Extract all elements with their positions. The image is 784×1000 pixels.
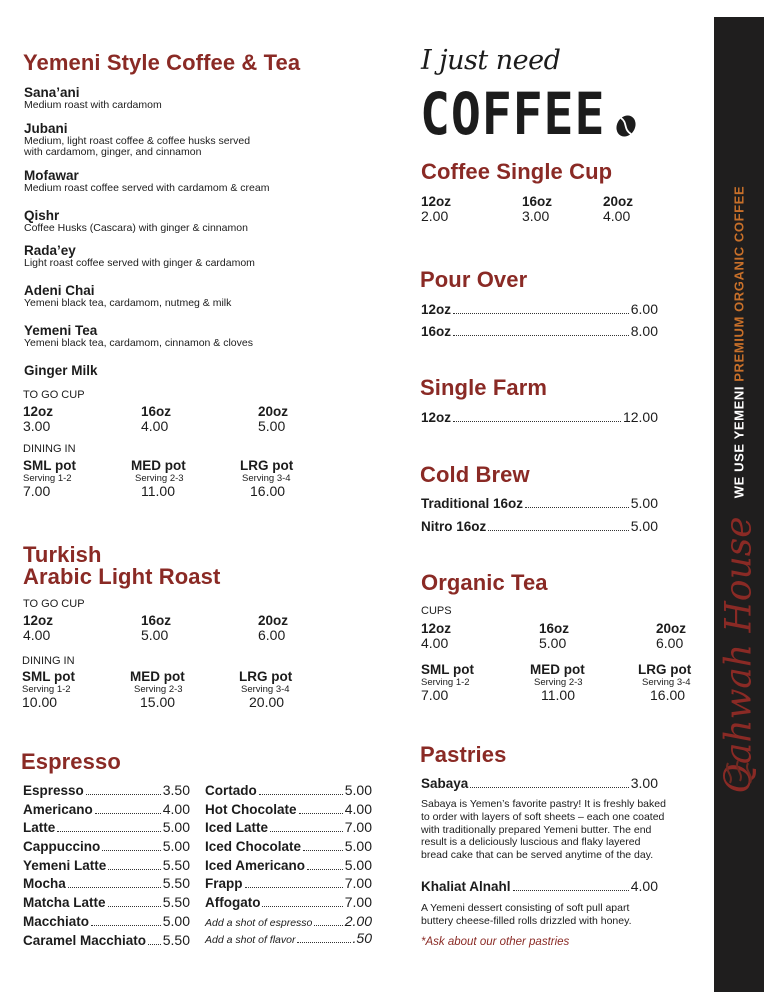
- item-name: 16oz: [421, 323, 452, 339]
- pot-option: [421, 662, 474, 703]
- cups-label: CUPS: [421, 605, 452, 617]
- menu-row: [23, 894, 190, 913]
- espresso-list-col-2: [205, 782, 372, 947]
- brand-side-band: [714, 17, 764, 992]
- item-price: 4.00: [630, 878, 658, 894]
- size-price: 3.00: [23, 418, 51, 434]
- size-label: 12oz: [421, 194, 452, 209]
- arabic-light-roast-heading: Arabic Light Roast: [23, 564, 221, 589]
- size-label: 16oz: [522, 194, 553, 209]
- slogan-prefix: WE USE YEMENI: [731, 381, 747, 499]
- espresso-heading: Espresso: [21, 749, 121, 774]
- pot-option: [530, 662, 585, 703]
- menu-item-ginger-milk: Ginger Milk: [24, 363, 98, 378]
- menu-row: [23, 838, 190, 857]
- pot-size: LRG pot: [240, 458, 294, 473]
- menu-row: [23, 819, 190, 838]
- organic-tea-heading: Organic Tea: [421, 570, 548, 595]
- item-name: Affogato: [205, 895, 261, 911]
- item-description: Light roast coffee served with ginger & cardamom: [24, 257, 255, 269]
- size-label: 12oz: [421, 621, 452, 636]
- pot-price: 15.00: [140, 694, 176, 710]
- item-name: Americano: [23, 801, 93, 817]
- size-option: [258, 404, 288, 434]
- sabaya-description: [421, 798, 666, 862]
- size-price: 4.00: [141, 418, 169, 434]
- item-name: Rada’ey: [24, 243, 76, 258]
- to-go-cup-label: TO GO CUP: [23, 389, 85, 401]
- menu-row: [205, 857, 372, 876]
- item-name: Nitro 16oz: [421, 519, 487, 534]
- size-option: [603, 194, 633, 224]
- coffee-bean-icon: [614, 114, 638, 138]
- pastries-heading: Pastries: [420, 742, 507, 767]
- description-line: result is a deliciously luscious and flaky layered: [421, 836, 641, 849]
- item-price: 5.00: [162, 819, 190, 836]
- item-price: 5.00: [162, 838, 190, 855]
- item-description: Medium roast with cardamom: [24, 99, 162, 111]
- size-price: 2.00: [421, 208, 449, 224]
- menu-row: [205, 782, 372, 801]
- pot-size: LRG pot: [239, 669, 293, 684]
- menu-item-jubani: [24, 121, 250, 157]
- size-label: 20oz: [603, 194, 634, 209]
- description-line: A Yemeni dessert consisting of soft pull apart: [421, 902, 630, 914]
- size-price: 5.00: [141, 627, 169, 643]
- dining-in-label: DINING IN: [23, 443, 76, 455]
- pot-serving: Serving 2-3: [534, 677, 583, 688]
- pour-over-heading: Pour Over: [420, 267, 528, 292]
- band-slogan: [732, 186, 747, 498]
- pot-serving: Serving 3-4: [241, 684, 290, 695]
- menu-row: [23, 857, 190, 876]
- menu-row: [205, 801, 372, 820]
- to-go-cup-label: TO GO CUP: [23, 598, 85, 610]
- addon-price: 2.00: [344, 912, 372, 929]
- khaliat-description: [421, 902, 632, 928]
- item-name: Espresso: [23, 783, 84, 798]
- pot-price: 7.00: [421, 687, 449, 703]
- item-name: Cortado: [205, 783, 257, 798]
- size-label: 12oz: [23, 404, 54, 419]
- pot-price: 10.00: [22, 694, 58, 710]
- addon-row: [205, 930, 372, 947]
- size-option: [656, 621, 686, 651]
- item-description: Yemeni black tea, cardamom, cinnamon & cloves: [24, 337, 253, 349]
- single-farm-list: [421, 409, 658, 430]
- menu-row: [421, 409, 658, 430]
- item-description: Medium, light roast coffee & coffee husks served: [24, 135, 251, 147]
- item-price: 6.00: [630, 301, 658, 317]
- coffee-single-cup-heading: Coffee Single Cup: [421, 159, 613, 184]
- item-name: Adeni Chai: [24, 283, 95, 298]
- pot-option: [240, 458, 293, 499]
- menu-item-mofawar: [24, 168, 269, 195]
- item-name: Sabaya: [421, 776, 469, 791]
- pastry-sabaya: [421, 775, 658, 795]
- size-price: 5.00: [539, 635, 567, 651]
- menu-item-radaey: [24, 243, 255, 270]
- pot-price: 16.00: [650, 687, 686, 703]
- size-label: 16oz: [141, 613, 172, 628]
- size-option: [522, 194, 552, 224]
- menu-row: [205, 875, 372, 894]
- pot-size: SML pot: [23, 458, 76, 473]
- pot-serving: Serving 1-2: [421, 677, 470, 688]
- pot-price: 11.00: [541, 687, 575, 703]
- item-price: 5.50: [162, 875, 190, 892]
- size-price: 4.00: [603, 208, 631, 224]
- item-price: 3.50: [162, 782, 190, 798]
- item-description: Medium roast coffee served with cardamom & cream: [24, 182, 270, 194]
- pot-size: SML pot: [22, 669, 75, 684]
- size-label: 20oz: [258, 613, 289, 628]
- single-farm-heading: Single Farm: [420, 375, 548, 400]
- menu-row: [23, 875, 190, 894]
- description-line: bread cake that can be served anytime of the day.: [421, 849, 654, 862]
- pot-option: [638, 662, 691, 703]
- item-name: Cappuccino: [23, 839, 101, 855]
- pot-serving: Serving 1-2: [23, 473, 72, 484]
- pot-option: [130, 669, 185, 710]
- item-price: 4.00: [162, 800, 190, 817]
- menu-row: [421, 878, 658, 898]
- menu-row: [421, 495, 658, 518]
- description-line: with traditionally prepared Yemeni butter. The end: [421, 823, 652, 836]
- pot-size: MED pot: [530, 662, 585, 677]
- menu-row: [23, 932, 190, 951]
- pour-over-list: [421, 301, 658, 344]
- dining-in-label: DINING IN: [22, 655, 75, 667]
- item-name: Khaliat Alnahl: [421, 879, 511, 894]
- item-price: 5.50: [162, 894, 190, 911]
- pot-serving: Serving 2-3: [134, 684, 183, 695]
- size-price: 4.00: [421, 635, 449, 651]
- menu-row: [205, 894, 372, 913]
- brand-script-logo: Qahwah House: [718, 516, 760, 794]
- item-price: 5.50: [162, 931, 190, 948]
- cold-brew-heading: Cold Brew: [420, 462, 530, 487]
- size-option: [141, 613, 171, 643]
- cold-brew-list: [421, 495, 658, 541]
- size-option: [421, 621, 451, 651]
- menu-row: [23, 782, 190, 801]
- pot-option: [22, 669, 75, 710]
- pastries-footnote: *Ask about our other pastries: [421, 936, 570, 948]
- item-name: Jubani: [24, 121, 68, 136]
- item-price: 5.00: [630, 518, 658, 534]
- size-label: 20oz: [258, 404, 289, 419]
- description-line: buttery cheese-filled rolls drizzled with honey.: [421, 914, 632, 927]
- item-price: 12.00: [622, 409, 658, 425]
- item-name: Iced Americano: [205, 857, 306, 873]
- item-price: 7.00: [344, 875, 372, 892]
- item-price: 5.00: [162, 912, 190, 929]
- size-option: [141, 404, 171, 434]
- menu-item-sanaani: [24, 85, 162, 112]
- turkish-heading: Turkish: [23, 542, 102, 567]
- item-name: Traditional 16oz: [421, 496, 524, 511]
- size-option: [421, 194, 451, 224]
- item-description-line-2: with cardamom, ginger, and cinnamon: [24, 145, 202, 158]
- item-name: 12oz: [421, 302, 452, 317]
- pot-size: MED pot: [131, 458, 186, 473]
- pot-option: [239, 669, 292, 710]
- addon-name: Add a shot of espresso: [205, 916, 313, 929]
- slogan-highlight: PREMIUM ORGANIC COFFEE: [731, 185, 747, 382]
- pastry-khaliat-alnahl: [421, 878, 658, 898]
- item-name: Iced Chocolate: [205, 839, 302, 855]
- item-price: 8.00: [630, 322, 658, 339]
- pot-price: 16.00: [250, 483, 286, 499]
- item-price: 5.00: [344, 838, 372, 855]
- menu-item-yemeni-tea: [24, 323, 253, 350]
- item-name: Hot Chocolate: [205, 801, 297, 817]
- item-price: 7.00: [344, 894, 372, 911]
- item-name: Mofawar: [24, 168, 79, 183]
- pot-serving: Serving 3-4: [642, 677, 691, 688]
- pot-price: 7.00: [23, 483, 51, 499]
- size-option: [258, 613, 288, 643]
- addon-row: [205, 913, 372, 930]
- menu-row: [421, 518, 658, 541]
- item-name: Caramel Macchiato: [23, 932, 147, 948]
- size-label: 16oz: [539, 621, 570, 636]
- item-name: Matcha Latte: [23, 895, 106, 911]
- item-name: Mocha: [23, 876, 66, 892]
- item-name: Qishr: [24, 208, 60, 223]
- item-description: Yemeni black tea, cardamom, nutmeg & milk: [24, 297, 232, 309]
- item-name: Latte: [23, 820, 56, 836]
- item-name: 12oz: [421, 410, 452, 425]
- size-label: 12oz: [23, 613, 54, 628]
- item-price: 3.00: [630, 775, 658, 791]
- menu-row: [23, 801, 190, 820]
- item-price: 5.00: [344, 782, 372, 798]
- pot-serving: Serving 1-2: [22, 684, 71, 695]
- addon-price: .50: [352, 929, 372, 946]
- item-price: 4.00: [344, 800, 372, 817]
- size-label: 20oz: [656, 621, 687, 636]
- pot-option: [131, 458, 186, 499]
- size-option: [539, 621, 569, 651]
- item-name: Yemeni Tea: [24, 323, 98, 338]
- item-name: Yemeni Latte: [23, 857, 107, 873]
- espresso-list-col-1: [23, 782, 190, 950]
- size-price: 4.00: [23, 627, 51, 643]
- menu-row: [421, 775, 658, 795]
- item-price: 5.00: [630, 495, 658, 511]
- size-price: 6.00: [258, 627, 286, 643]
- pot-size: SML pot: [421, 662, 474, 677]
- description-line: to order with layers of soft sheets – each one coated: [421, 810, 665, 823]
- size-option: [23, 404, 53, 434]
- item-price: 5.50: [162, 856, 190, 873]
- item-price: 5.00: [344, 856, 372, 873]
- menu-row: [23, 913, 190, 932]
- pot-serving: Serving 3-4: [242, 473, 291, 484]
- addon-name: Add a shot of flavor: [205, 933, 296, 946]
- item-price: 7.00: [344, 819, 372, 836]
- item-description: Coffee Husks (Cascara) with ginger & cinnamon: [24, 222, 248, 234]
- item-name: Iced Latte: [205, 820, 269, 836]
- menu-item-adeni-chai: [24, 283, 231, 310]
- item-name: Macchiato: [23, 913, 90, 929]
- size-price: 6.00: [656, 635, 684, 651]
- size-price: 5.00: [258, 418, 286, 434]
- pot-size: MED pot: [130, 669, 185, 684]
- coffee-logo: [420, 80, 638, 148]
- size-label: 16oz: [141, 404, 172, 419]
- pot-serving: Serving 2-3: [135, 473, 184, 484]
- menu-row: [205, 838, 372, 857]
- description-line: Sabaya is Yemen’s favorite pastry! It is freshly baked: [421, 798, 666, 810]
- pot-price: 20.00: [249, 694, 285, 710]
- menu-item-qishr: [24, 208, 248, 235]
- logo-word: COFFEE: [420, 80, 606, 148]
- yemeni-style-heading: Yemeni Style Coffee & Tea: [23, 50, 301, 75]
- menu-row: [421, 323, 658, 345]
- size-price: 3.00: [522, 208, 550, 224]
- menu-row: [205, 819, 372, 838]
- tagline: I just need: [421, 45, 561, 76]
- menu-row: [421, 301, 658, 323]
- pot-option: [23, 458, 76, 499]
- coffee-cup-icon: [718, 757, 762, 797]
- pot-price: 11.00: [141, 483, 175, 499]
- item-name: Sana’ani: [24, 85, 80, 100]
- pot-size: LRG pot: [638, 662, 692, 677]
- size-option: [23, 613, 53, 643]
- item-name: Frapp: [205, 876, 243, 892]
